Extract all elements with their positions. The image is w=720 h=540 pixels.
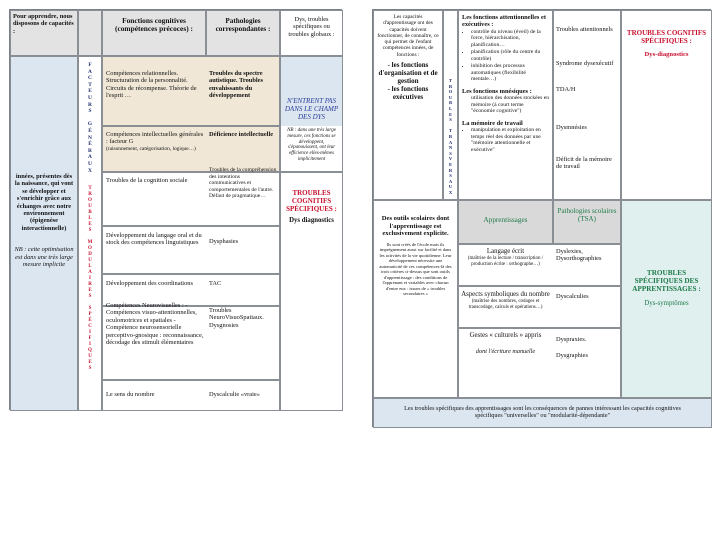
r-col1-lower xyxy=(373,200,458,398)
r-attention-item: • planification (rôle du centre du contrôle) xyxy=(471,49,549,62)
row-neurovisual-fonction: Compétences Neurovisuelles : - Compétences visuo-attentionnelles, oculomotrices et spatiales - Compétence neurosensorielle perceptivo-gnosique : reconnaissance, décodage des stimuli élémentaires xyxy=(106,302,204,347)
r-memory-list xyxy=(462,127,549,153)
r-col2-upper xyxy=(458,10,553,200)
r-row-written-path: Dyslexies, Dysorthographies xyxy=(556,248,602,263)
r-mnesic-text: utilisation des données stockées en mémoire (à court terme "économie cognitive") xyxy=(471,95,549,115)
r-path-tdah: TDA/H xyxy=(556,86,576,93)
row-coord-fonction: Développement des coordinations xyxy=(106,280,193,287)
r-col4-sub: Dys-diagnostics xyxy=(644,51,689,58)
r-col4-lower xyxy=(621,200,712,398)
row-relational-fonction: Compétences relationnelles. Structuration de la personnalité. Circuits de récompense. Théorie de l'esprit … xyxy=(106,70,197,100)
r-path-attention: Troubles attentionnels xyxy=(556,26,613,33)
col1-main-text: innées, présentes dès la naissance, qui vont se développer et s'enrichir grâce aux échanges avec notre environnement (épigenèse interactionnelle) xyxy=(14,173,74,232)
r-row-gestures-path: Dyspraxies. Dysgraphies xyxy=(556,336,588,359)
r-attention-item: • inhibition des processus automatiques (flexibilité mentale…) xyxy=(471,63,549,83)
r-path-dysmnesia: Dysmnésies xyxy=(556,124,587,131)
r-col3-upper xyxy=(553,10,621,200)
col4-lower xyxy=(280,172,343,411)
r-lower-col4-title: TROUBLES SPÉCIFIQUES DES APPRENTISSAGES : xyxy=(632,269,701,294)
r-col1-title: - les fonctions d'organisation et de gestion xyxy=(378,61,438,86)
r-path-working-memory: Déficit de la mémoire de travail xyxy=(556,156,612,171)
r-col4-title: TROUBLES COGNITIFS SPÉCIFIQUES : xyxy=(626,29,707,45)
r-header-app-text: Apprentissages xyxy=(483,216,528,224)
r-footer xyxy=(373,398,712,428)
row-intellectual-note: (raisonnement, catégorisation, logique…) xyxy=(106,146,196,152)
r-lower-col4-sub: Dys-symptômes xyxy=(644,299,689,307)
r-attention-title: Les fonctions attentionnelles et exécutives : xyxy=(462,14,546,29)
r-header-pathologies xyxy=(553,200,621,244)
header-col2-text: Fonctions cognitives (compétences précoces) : xyxy=(115,16,193,34)
row-number-fonction: Le sens du nombre xyxy=(106,391,155,398)
r-attention-list xyxy=(462,29,549,83)
header-col4 xyxy=(280,10,343,56)
r-col1-upper xyxy=(373,10,443,200)
r-footer-text: Les troubles spécifiques des apprentissages sont les conséquences de pannes intéressant les capacités cognitives spécifiques "universelles" ou "modularité-dépendante" xyxy=(404,405,681,420)
r-row-number-path: Dyscalculies xyxy=(556,293,589,300)
row-oral-fonction: Développement du langage oral et du stock des compétences linguistiques xyxy=(106,232,202,247)
row-neurovisual-pathologie: Troubles NeuroVisuoSpatiaux. Dysgnosies xyxy=(209,307,264,329)
r-col1-title2: - les fonctions exécutives xyxy=(387,85,429,102)
right-table xyxy=(372,9,711,427)
header-col3 xyxy=(206,10,280,56)
r-col4-upper xyxy=(621,10,712,200)
header-vertical-gap xyxy=(78,10,102,56)
r-memory-item: • manipulation et exploitation en temps réel des données par une "mémoire attentionnelle et exécutive" xyxy=(471,127,549,153)
r-row-number-note: (maîtrise des nombres, codages et transcodage, calculs et opérations…) xyxy=(468,299,543,310)
row-intellectual-pathologie: Déficience intellectuelle xyxy=(209,131,274,138)
r-lower-col1-text: Ils sont créés de l'école mais ils imprégnement aussi sur facilité et dans les activités de la vie quotidienne. Leur développement nécessite une automaticité de ces compétences-là des trois critères ci-dessus que sont outils d'apprentissage : des conditions de l'apprenant et variables avec chacun d'entre eux : issues de « troubles secondaires » xyxy=(379,241,452,297)
col4-subtitle: Dys diagnostics xyxy=(289,217,334,224)
r-memory-title: La mémoire de travail xyxy=(462,119,523,127)
row-intellectual-fonction: Compétences intellectuelles générales : facteur G xyxy=(106,131,204,146)
r-lower-col1-title: Des outils scolaires dont l'apprentissage est exclusivement explicite. xyxy=(381,215,450,238)
r-attention-item: • contrôle du niveau (éveil) de la force, hiérarchisation, planification… xyxy=(471,29,549,49)
row-number-pathologie: Dyscalculie «vraie» xyxy=(209,391,260,398)
r-mnesic-title: Les fonctions mnésiques : xyxy=(462,87,532,95)
row-social-fonction: Troubles de la cognition sociale xyxy=(106,177,188,184)
row-social-pathologie: Troubles de la compréhension des intentions communicatives et comportementales de l'autre. Défaut de pragmatique… xyxy=(209,167,277,199)
header-col1-text: Pour apprendre, nous disposons de capacités : xyxy=(13,13,74,35)
row-relational-pathologie: Troubles du spectre autistique. Troubles envahissants du développement xyxy=(209,70,263,100)
col4-not-in-field: N'ENTRENT PAS DANS LE CHAMP DES DYS xyxy=(284,97,339,121)
header-col4-text: Dys, troubles spécifiques ou troubles globaux : xyxy=(288,16,335,38)
col4-nb: NB : dans une très large mesure, ces fonctions se développent, s'épanouissent, ont leur efficience elles-mêmes implicitement xyxy=(287,128,336,162)
header-col1 xyxy=(10,10,78,56)
r-row-written-note: (maîtrise de la lecture / transcription / production écrite : orthographe…) xyxy=(467,256,544,267)
vertical-label-modular: T R O U B L E S M O D U L A I R E S S P É C I F I Q U E S xyxy=(87,186,93,371)
r-col1-text: Les capacités d'apprentissage ont des capacités doivent fonctionner, de connaître, ce qui permet de l'enfant compétences innées, de fonctions : xyxy=(377,14,439,58)
r-row-gestures-note: dont l'écriture manuelle xyxy=(475,348,536,355)
r-path-dysexecutive: Syndrome dysexécutif xyxy=(556,60,614,67)
r-header-path-text: Pathologies scolaires (TSA) xyxy=(557,207,617,223)
col4-title: TROUBLES COGNITIFS SPÉCIFIQUES : xyxy=(286,189,337,213)
col1-body xyxy=(10,56,78,411)
header-col3-text: Pathologies correspondantes : xyxy=(215,17,271,34)
row-coord-pathologie: TAC xyxy=(209,280,222,287)
r-row-number-app: Aspects symboliques du nombre xyxy=(461,291,550,298)
r-vertical-label: T R O U B L E S T R A N S V E R S A U X xyxy=(448,78,453,195)
header-col2 xyxy=(102,10,206,56)
col4-middle xyxy=(280,126,343,172)
vertical-label-general: F A C T E U R S G É N É R A U X xyxy=(87,62,93,174)
row-oral-pathologie: Dysphasies xyxy=(209,238,239,245)
left-table xyxy=(9,9,342,410)
r-row-written-app: Langage écrit xyxy=(486,248,525,255)
r-row-gestures-app: Gestes « culturels » appris xyxy=(469,332,542,339)
r-header-apprentissages xyxy=(458,200,553,244)
col1-nb-text: NB : cette optimisation est dans une très large mesure implicite xyxy=(14,246,74,269)
